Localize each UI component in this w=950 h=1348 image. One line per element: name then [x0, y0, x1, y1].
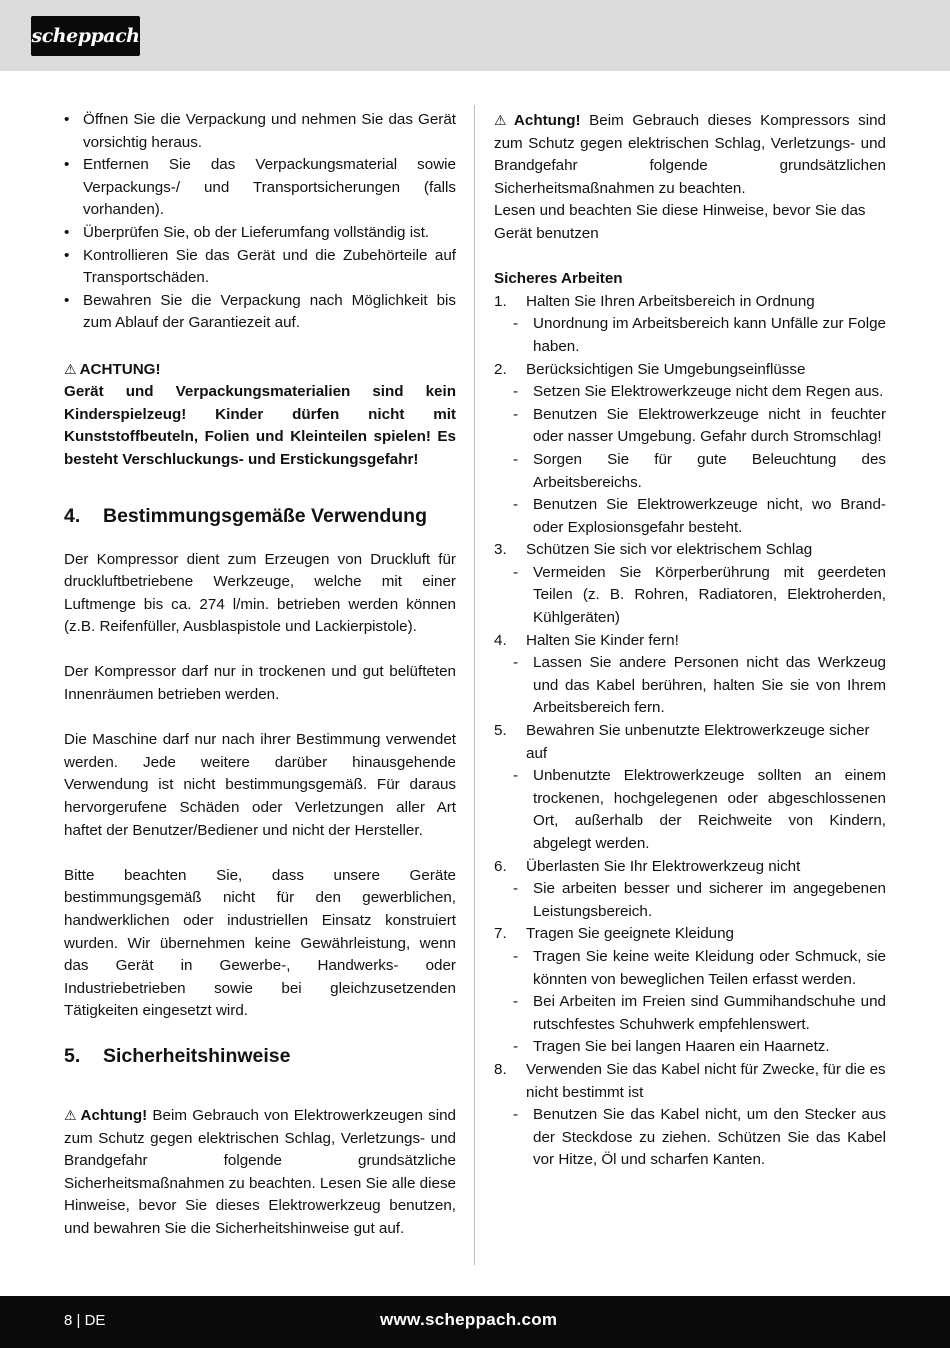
dash-icon: -	[513, 947, 519, 965]
paragraph: Der Kompressor dient zum Erzeugen von Druckluft für druckluftbetriebene Werkzeuge, welche mit einer Luftmenge bis ca. 274 l/min. betrieben werden können (z.B. Reifenfüller, Ausblaspistole und Lackierpistole).	[64, 550, 456, 636]
bullet-icon: •	[64, 291, 70, 309]
item-number: 1.	[494, 292, 507, 310]
list-item	[64, 222, 456, 245]
bullet-icon: •	[64, 156, 70, 174]
item-number: 6.	[494, 857, 507, 875]
bullet-icon: •	[64, 111, 70, 128]
sub-list-item	[494, 404, 886, 449]
sub-item-text: Unbenutzte Elektrowerkzeuge sollten an einem trockenen, hochgelegenen oder abgeschlossenen Ort, außerhalb der Reichweite von Kindern, abgelegt werden.	[533, 767, 886, 852]
section-title: Sicherheitshinweise	[103, 1044, 291, 1067]
item-title: Tragen Sie geeignete Kleidung	[526, 925, 734, 943]
item-title: Verwenden Sie das Kabel nicht für Zwecke, für die es nicht bestimmt ist	[526, 1060, 886, 1101]
warning-icon: ⚠	[64, 360, 77, 377]
sub-item-text: Tragen Sie keine weite Kleidung oder Schmuck, sie könnten von beweglichen Teilen erfasst werden.	[533, 947, 886, 988]
dash-icon: -	[513, 1038, 519, 1056]
sub-item-text: Bei Arbeiten im Freien sind Gummihandschuhe und rutschfestes Schuhwerk empfehlenswert.	[533, 993, 886, 1033]
warning-heading	[64, 358, 456, 382]
dash-icon: -	[513, 993, 519, 1011]
section-4-heading	[64, 504, 456, 528]
sub-item-text: Sorgen Sie für gute Beleuchtung des Arbeitsbereichs.	[533, 450, 886, 491]
dash-icon: -	[513, 880, 519, 898]
sub-list-item	[494, 878, 886, 923]
list-item	[64, 290, 456, 335]
warning-text: Gerät und Verpackungsmaterialien sind kein Kinderspielzeug! Kinder dürfen nicht mit Kunststoffbeuteln, Folien und Kleinteilen spielen! Es besteht Verschluckungs- und Erstickungsgefahr!	[64, 383, 456, 468]
website-link[interactable]: www.scheppach.com	[380, 1310, 558, 1329]
left-column	[64, 109, 456, 1241]
brand-logo: scheppach	[31, 16, 140, 56]
sub-item-text: Vermeiden Sie Körperberührung mit geerdeten Teilen (z. B. Rohren, Radiatoren, Elektroherden, Kühlgeräten)	[533, 563, 886, 627]
item-title: Bewahren Sie unbenutzte Elektrowerkzeuge sicher auf	[526, 722, 870, 762]
section-5-heading	[64, 1044, 456, 1068]
section-title: Bestimmungsgemäße Verwendung	[103, 504, 427, 527]
page-header	[0, 0, 950, 71]
column-divider	[474, 105, 475, 1265]
item-title: Halten Sie Ihren Arbeitsbereich in Ordnung	[526, 292, 815, 310]
item-number: 2.	[494, 360, 507, 378]
dash-icon: -	[513, 654, 519, 672]
list-item	[64, 109, 456, 154]
item-number: 7.	[494, 925, 507, 943]
dash-icon: -	[513, 1106, 519, 1124]
warning-body: Beim Gebrauch dieses Kompressors sind zum Schutz gegen elektrischen Schlag, Verletzungs- und Brandgefahr folgende grundsätzlichen Sicherheitsmaßnahmen zu beachten.	[494, 112, 886, 197]
sub-list-item	[494, 313, 886, 358]
sub-list-item	[494, 449, 886, 494]
dash-icon: -	[513, 563, 519, 581]
sub-item-text: Setzen Sie Elektrowerkzeuge nicht dem Regen aus.	[533, 383, 884, 401]
warning-body: Beim Gebrauch von Elektrowerkzeugen sind zum Schutz gegen elektrischen Schlag, Verletzungs- und Brandgefahr folgende grundsätzliche Sicherheitsmaßnahmen zu beachten. Lesen Sie alle diese Hinweise, bevor Sie dieses Elektrowerkzeug benutzen, und bewahren Sie die Sicherheitshinweise gut auf.	[64, 1106, 457, 1237]
list-item	[64, 154, 456, 222]
paragraph: Bitte beachten Sie, dass unsere Geräte bestimmungsgemäß nicht für den gewerblichen, handwerklichen oder industriellen Einsatz konstruiert wurden. Wir übernehmen keine Gewährleistung, wenn das Gerät in Gewerbe-, Handwerks- oder Industriebetrieben sowie bei gleichzusetzenden Tätigkeiten eingesetzt wird.	[64, 866, 456, 1020]
dash-icon: -	[513, 405, 519, 423]
sub-list-item	[494, 765, 886, 855]
paragraph: Der Kompressor darf nur in trockenen und gut belüfteten Innenräumen betrieben werden.	[64, 663, 456, 704]
item-title: Halten Sie Kinder fern!	[526, 631, 679, 649]
right-column	[494, 109, 886, 1172]
section-number: 5.	[64, 1044, 81, 1067]
subheading: Sicheres Arbeiten	[494, 270, 623, 288]
list-item	[64, 245, 456, 290]
page-footer	[0, 1296, 950, 1348]
list-item-text: Entfernen Sie das Verpackungsmaterial sowie Verpackungs-/ und Transportsicherungen (falls vorhanden).	[83, 156, 456, 219]
bullet-icon: •	[64, 246, 70, 264]
sub-item-text: Unordnung im Arbeitsbereich kann Unfälle zur Folge haben.	[533, 315, 886, 355]
safety-warning-paragraph	[64, 1104, 456, 1241]
sub-list-item	[494, 946, 886, 991]
sub-list-item	[494, 991, 886, 1036]
sub-list-item	[494, 381, 886, 404]
dash-icon: -	[513, 383, 519, 401]
page-number: 8 | DE	[64, 1312, 106, 1329]
list-item	[494, 923, 886, 946]
list-item-text: Überprüfen Sie, ob der Lieferumfang vollständig ist.	[83, 223, 430, 241]
warning-title: ACHTUNG!	[79, 360, 161, 378]
paragraph: Die Maschine darf nur nach ihrer Bestimmung verwendet werden. Jede weitere darüber hinausgehende Verwendung ist nicht bestimmungsgemäß. Für daraus hervorgerufene Schäden oder Verletzungen aller Art haftet der Benutzer/Bediener und nicht der Hersteller.	[64, 731, 456, 839]
list-item	[494, 291, 886, 314]
sub-item-text: Benutzen Sie Elektrowerkzeuge nicht in feuchter oder nasser Umgebung. Gefahr durch Stromschlag!	[533, 405, 886, 446]
list-item	[494, 1059, 886, 1104]
sub-item-text: Lassen Sie andere Personen nicht das Werkzeug und das Kabel berühren, halten Sie sie von Ihrem Arbeitsbereich fern.	[533, 654, 886, 717]
warning-label: Achtung!	[80, 1106, 148, 1124]
sub-item-text: Tragen Sie bei langen Haaren ein Haarnetz.	[533, 1038, 830, 1056]
list-item	[494, 720, 886, 765]
compressor-warning-paragraph	[494, 109, 886, 200]
safety-list	[494, 291, 886, 1172]
dash-icon: -	[513, 767, 519, 785]
item-number: 8.	[494, 1060, 507, 1078]
dash-icon: -	[513, 450, 519, 468]
item-number: 5.	[494, 722, 507, 740]
read-instructions: Lesen und beachten Sie diese Hinweise, bevor Sie das Gerät benutzen	[494, 202, 866, 242]
item-title: Überlasten Sie Ihr Elektrowerkzeug nicht	[526, 857, 801, 875]
sub-item-text: Benutzen Sie das Kabel nicht, um den Stecker aus der Steckdose zu ziehen. Schützen Sie das Kabel vor Hitze, Öl und scharfen Kanten.	[533, 1106, 886, 1169]
sub-item-text: Sie arbeiten besser und sicherer im angegebenen Leistungsbereich.	[533, 880, 886, 920]
list-item-text: Öffnen Sie die Verpackung und nehmen Sie das Gerät vorsichtig heraus.	[83, 111, 456, 151]
section-number: 4.	[64, 504, 81, 527]
sub-list-item	[494, 1036, 886, 1059]
warning-icon: ⚠	[64, 1106, 78, 1123]
list-item-text: Bewahren Sie die Verpackung nach Möglichkeit bis zum Ablauf der Garantiezeit auf.	[83, 291, 456, 332]
sub-list-item	[494, 494, 886, 539]
item-title: Berücksichtigen Sie Umgebungseinflüsse	[526, 360, 806, 378]
sub-list-item	[494, 652, 886, 720]
dash-icon: -	[513, 315, 519, 333]
list-item	[494, 359, 886, 382]
list-item	[494, 539, 886, 562]
sub-list-item	[494, 562, 886, 630]
sub-item-text: Benutzen Sie Elektrowerkzeuge nicht, wo Brand- oder Explosionsgefahr besteht.	[533, 496, 886, 536]
sub-list-item	[494, 1104, 886, 1172]
list-item-text: Kontrollieren Sie das Gerät und die Zubehörteile auf Transportschäden.	[83, 246, 456, 287]
unpacking-list	[64, 109, 456, 335]
list-item	[494, 630, 886, 653]
item-title: Schützen Sie sich vor elektrischem Schlag	[526, 541, 813, 559]
dash-icon: -	[513, 496, 519, 514]
warning-label: Achtung!	[513, 112, 581, 129]
item-number: 4.	[494, 631, 507, 649]
warning-icon: ⚠	[494, 112, 511, 128]
bullet-icon: •	[64, 223, 70, 241]
item-number: 3.	[494, 541, 507, 559]
list-item	[494, 856, 886, 879]
